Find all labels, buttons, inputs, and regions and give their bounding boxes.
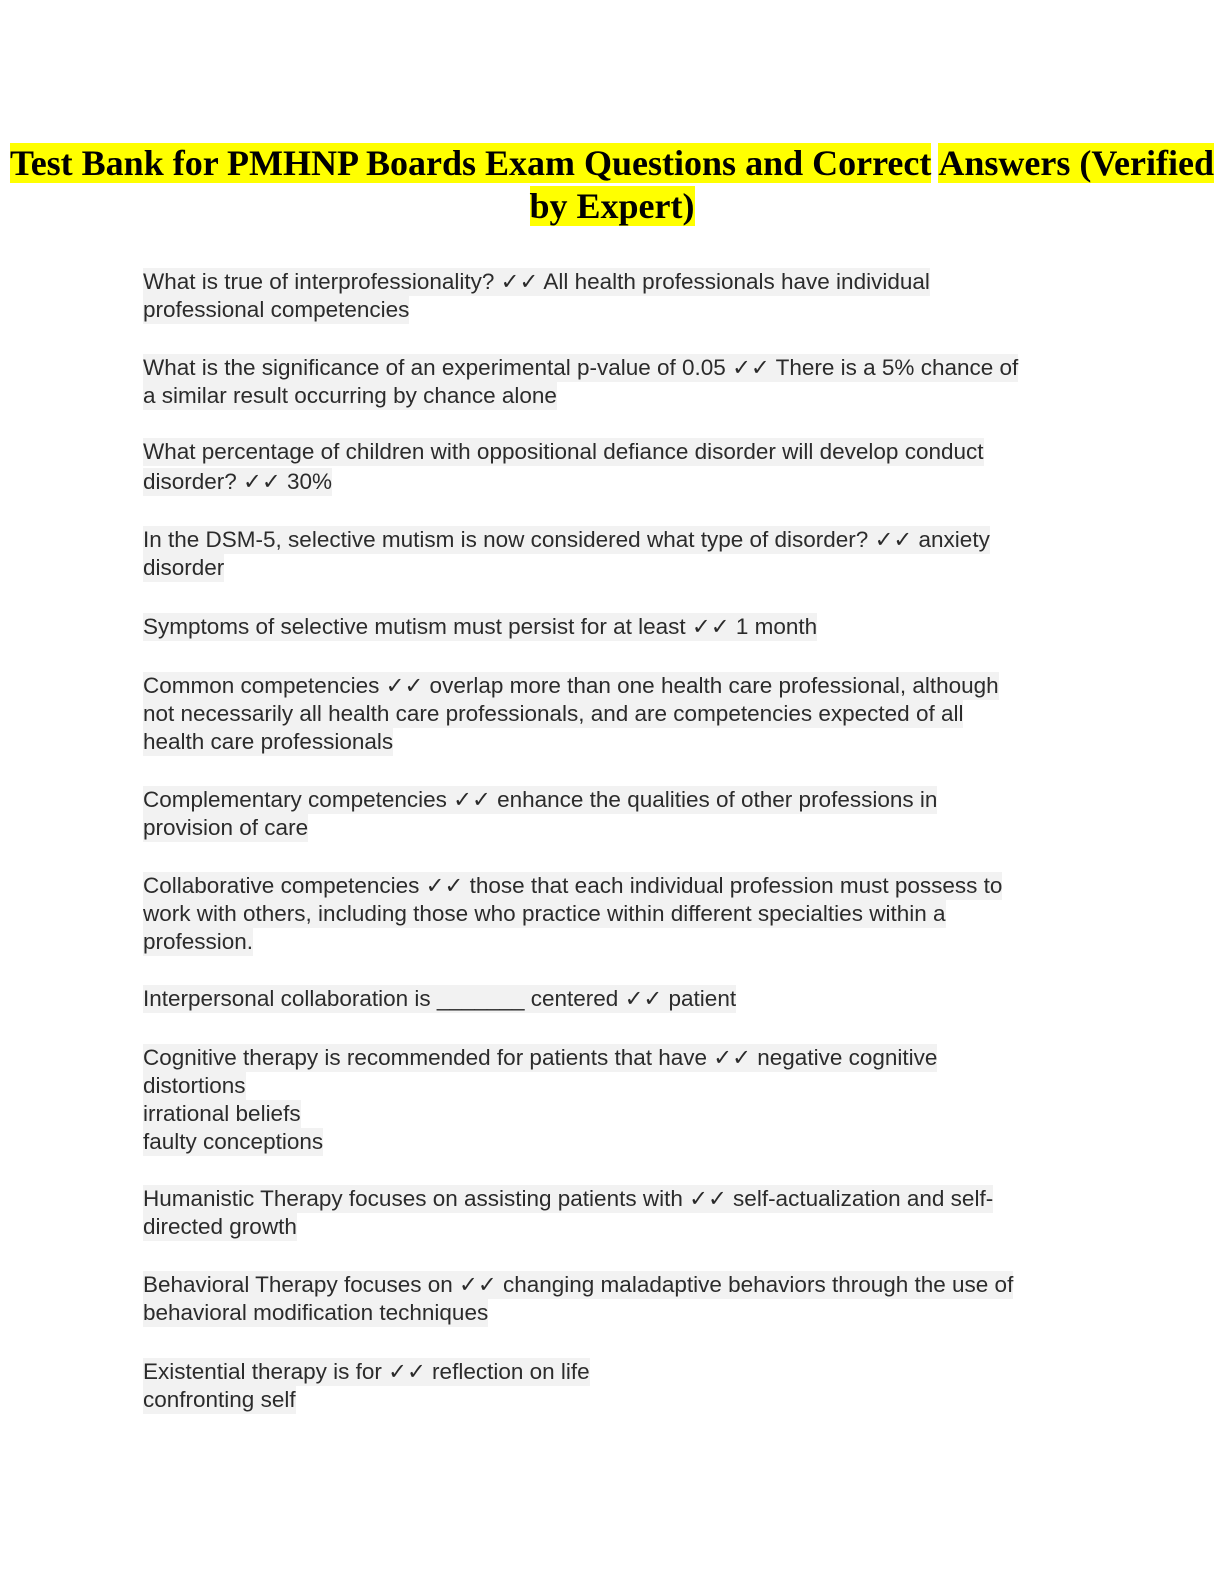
qa-line: not necessarily all health care professionals, and are competencies expected of all <box>143 701 964 726</box>
qa-item-3 <box>143 438 1083 496</box>
qa-line: confronting self <box>143 1387 296 1412</box>
qa-line: Behavioral Therapy focuses on ✓✓ changing maladaptive behaviors through the use of <box>143 1272 1014 1297</box>
qa-line: health care professionals <box>143 729 394 754</box>
qa-line: faulty conceptions <box>143 1129 324 1154</box>
qa-line: disorder? ✓✓ 30% <box>143 469 333 494</box>
qa-line: professional competencies <box>143 297 410 322</box>
qa-line: Collaborative competencies ✓✓ those that each individual profession must possess to <box>143 873 1003 898</box>
qa-line: provision of care <box>143 815 309 840</box>
qa-item-6 <box>143 672 1083 756</box>
qa-line: In the DSM-5, selective mutism is now considered what type of disorder? ✓✓ anxiety <box>143 527 990 552</box>
qa-line: profession. <box>143 929 254 954</box>
qa-item-4 <box>143 526 1083 582</box>
qa-line: a similar result occurring by chance alone <box>143 383 557 408</box>
qa-line: irrational beliefs <box>143 1101 301 1126</box>
qa-line: Complementary competencies ✓✓ enhance the qualities of other professions in <box>143 787 938 812</box>
qa-line: Common competencies ✓✓ overlap more than one health care professional, although <box>143 673 999 698</box>
document-title <box>0 142 1224 228</box>
qa-line: behavioral modification techniques <box>143 1300 489 1325</box>
qa-line: Cognitive therapy is recommended for patients that have ✓✓ negative cognitive <box>143 1045 938 1070</box>
qa-item-11 <box>143 1185 1083 1241</box>
qa-line: What is true of interprofessionality? ✓✓ All health professionals have individual <box>143 269 930 294</box>
qa-item-13 <box>143 1358 1083 1414</box>
qa-line: work with others, including those who practice within different specialties within a <box>143 901 946 926</box>
title-line-2: Answers (Verified by Expert) <box>529 143 1214 226</box>
qa-line: What is the significance of an experimental p-value of 0.05 ✓✓ There is a 5% chance of <box>143 355 1019 380</box>
qa-item-5 <box>143 613 1083 641</box>
qa-item-8 <box>143 872 1083 956</box>
qa-line: Humanistic Therapy focuses on assisting patients with ✓✓ self-actualization and self- <box>143 1186 994 1211</box>
qa-line: Existential therapy is for ✓✓ reflection on life <box>143 1359 590 1384</box>
qa-line: distortions <box>143 1073 246 1098</box>
qa-item-10 <box>143 1044 1083 1156</box>
qa-line: What percentage of children with oppositional defiance disorder will develop conduct <box>143 439 984 464</box>
qa-line: disorder <box>143 555 225 580</box>
qa-item-12 <box>143 1271 1083 1327</box>
qa-item-7 <box>143 786 1083 842</box>
qa-item-1 <box>143 268 1083 324</box>
qa-line: directed growth <box>143 1214 297 1239</box>
qa-item-9 <box>143 985 1083 1013</box>
title-line-1: Test Bank for PMHNP Boards Exam Questions and Correct <box>9 143 932 183</box>
qa-item-2 <box>143 354 1083 410</box>
qa-line: Interpersonal collaboration is _______ centered ✓✓ patient <box>143 986 737 1011</box>
qa-line: Symptoms of selective mutism must persist for at least ✓✓ 1 month <box>143 614 818 639</box>
